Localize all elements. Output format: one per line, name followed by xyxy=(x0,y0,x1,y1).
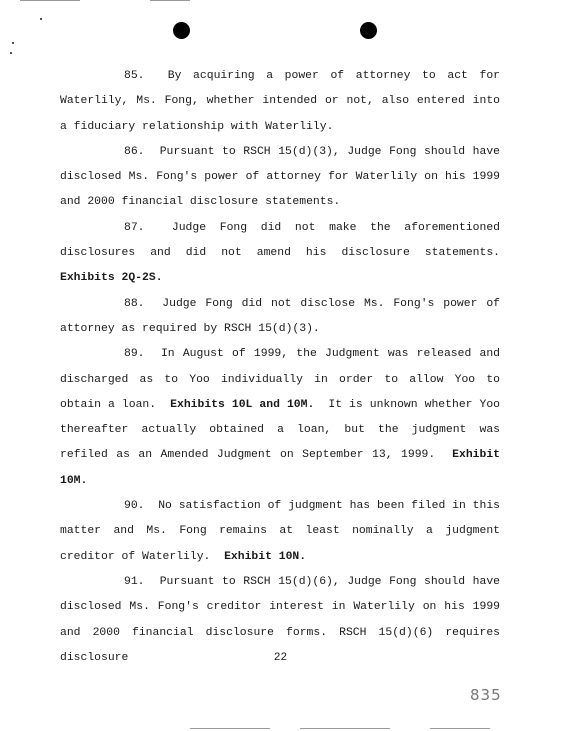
paragraph-text: Pursuant to RSCH 15(d)(6), Judge Fong should have disclosed Ms. Fong's creditor interest in Waterlily on his 1999 and 2000 financial disclosure forms. RSCH 15(d)(6) requires disclosure xyxy=(60,575,500,664)
paragraph-number: 85. xyxy=(124,70,145,82)
scan-edge-line xyxy=(430,728,490,729)
scan-edge-line xyxy=(300,728,390,729)
exhibit-reference: Exhibit 10N. xyxy=(224,550,307,563)
paragraph-88 xyxy=(60,292,500,343)
scan-edge-line xyxy=(190,728,270,729)
paragraph-number: 91. xyxy=(124,575,145,588)
paragraph-text: Judge Fong did not make the aforementioned disclosures and did not amend his disclosure statements. xyxy=(60,221,501,260)
paragraph-text: Pursuant to RSCH 15(d)(3), Judge Fong should have disclosed Ms. Fong's power of attorney for Waterlily on his 1999 and 2000 financial disclosure statements. xyxy=(60,145,500,209)
page-number: 22 xyxy=(273,652,288,664)
paragraph-number: 90. xyxy=(124,500,145,513)
paragraph-86 xyxy=(60,140,500,216)
bates-stamp: 835 xyxy=(470,686,502,704)
document-body xyxy=(60,64,500,671)
paragraph-87 xyxy=(60,216,500,292)
paragraph-number: 89. xyxy=(124,348,145,361)
scan-edge-line xyxy=(20,0,80,1)
exhibit-reference: Exhibits 2Q-2S. xyxy=(60,272,163,285)
paragraph-text: Judge Fong did not disclose Ms. Fong's power of attorney as required by RSCH 15(d)(3). xyxy=(60,297,500,335)
punch-hole-left xyxy=(173,22,190,39)
paragraph-text: No satisfaction of judgment has been filed in this matter and Ms. Fong remains at least nominally a judgment creditor of Waterlily. xyxy=(60,500,501,563)
paragraph-text: By acquiring a power of attorney to act for Waterlily, Ms. Fong, whether intended or not, also entered into a fiduciary relationship with Waterlily. xyxy=(60,70,500,133)
paragraph-85 xyxy=(60,64,500,140)
scan-speck xyxy=(12,42,14,44)
paragraph-number: 88. xyxy=(124,297,145,310)
paragraph-text: It is unknown whether Yoo thereafter actually obtained a loan, but the judgment was refiled as an Amended Judgment on September 13, 1999. xyxy=(60,398,501,462)
punch-hole-right xyxy=(360,22,377,39)
exhibit-reference: Exhibits 10L and 10M. xyxy=(170,398,315,411)
paragraph-89 xyxy=(60,342,500,494)
scan-speck xyxy=(40,18,42,20)
scan-speck xyxy=(10,52,12,54)
paragraph-90 xyxy=(60,494,500,570)
exhibit-reference: Exhibit 10M. xyxy=(60,449,501,487)
paragraph-number: 87. xyxy=(124,221,145,234)
paragraph-number: 86. xyxy=(124,145,145,158)
paragraph-text: In August of 1999, the Judgment was released and discharged as to Yoo individually in order to allow Yoo to obtain a loan. xyxy=(60,348,501,411)
scan-edge-line xyxy=(150,0,190,1)
